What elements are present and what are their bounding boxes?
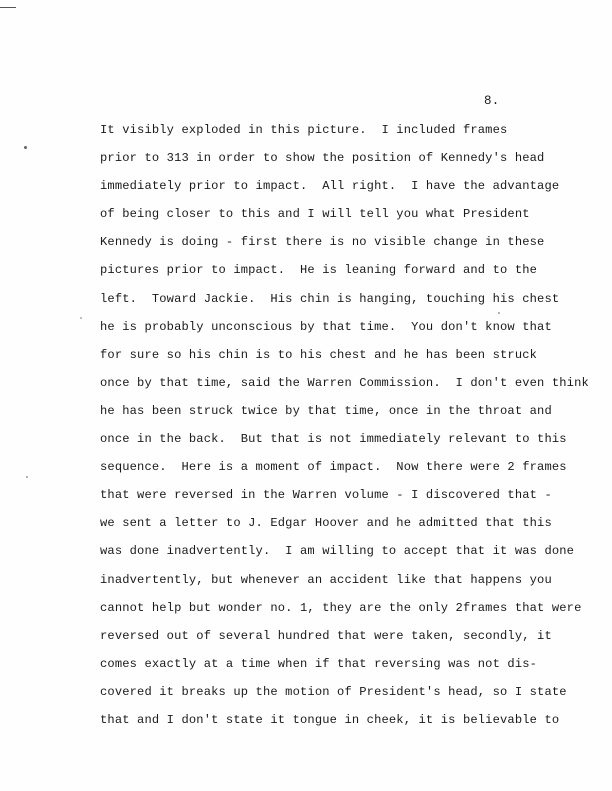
text-line: once in the back. But that is not immediately relevant to this xyxy=(100,432,567,447)
text-line: inadvertently, but whenever an accident like that happens you xyxy=(100,572,552,587)
text-line: reversed out of several hundred that were taken, secondly, it xyxy=(100,628,552,643)
text-line: It visibly exploded in this picture. I included frames xyxy=(100,123,508,137)
transcript-body xyxy=(100,122,600,740)
text-line: sequence. Here is a moment of impact. Now there were 2 frames xyxy=(100,460,567,475)
scan-speck xyxy=(24,146,27,149)
text-line: pictures prior to impact. He is leaning forward and to the xyxy=(100,263,538,278)
text-line: cannot help but wonder no. 1, they are the only 2frames that were xyxy=(100,600,582,615)
text-line: once by that time, said the Warren Commission. I don't even think xyxy=(100,375,589,390)
text-line: that were reversed in the Warren volume - I discovered that - xyxy=(100,488,552,503)
text-line: covered it breaks up the motion of President's head, so I state xyxy=(100,684,567,699)
scan-speck xyxy=(80,317,82,319)
text-line: immediately prior to impact. All right. I have the advantage xyxy=(100,179,560,194)
text-line: comes exactly at a time when if that reversing was not dis- xyxy=(100,656,538,671)
scan-speck xyxy=(498,312,500,314)
text-line: he is probably unconscious by that time. You don't know that xyxy=(100,319,552,334)
text-line: he has been struck twice by that time, once in the throat and xyxy=(100,403,552,418)
text-line: for sure so his chin is to his chest and he has been struck xyxy=(100,347,538,362)
page-number: 8. xyxy=(484,94,500,108)
text-line: was done inadvertently. I am willing to accept that it was done xyxy=(100,544,575,559)
scan-speck xyxy=(26,476,28,478)
scan-corner-mark xyxy=(0,7,16,8)
text-line: we sent a letter to J. Edgar Hoover and he admitted that this xyxy=(100,516,552,531)
text-line: Kennedy is doing - first there is no visible change in these xyxy=(100,235,545,250)
text-line: of being closer to this and I will tell you what President xyxy=(100,207,530,222)
text-line: that and I don't state it tongue in cheek, it is believable to xyxy=(100,712,560,727)
text-line: prior to 313 in order to show the position of Kennedy's head xyxy=(100,151,545,166)
text-line: left. Toward Jackie. His chin is hanging, touching his chest xyxy=(100,291,560,306)
